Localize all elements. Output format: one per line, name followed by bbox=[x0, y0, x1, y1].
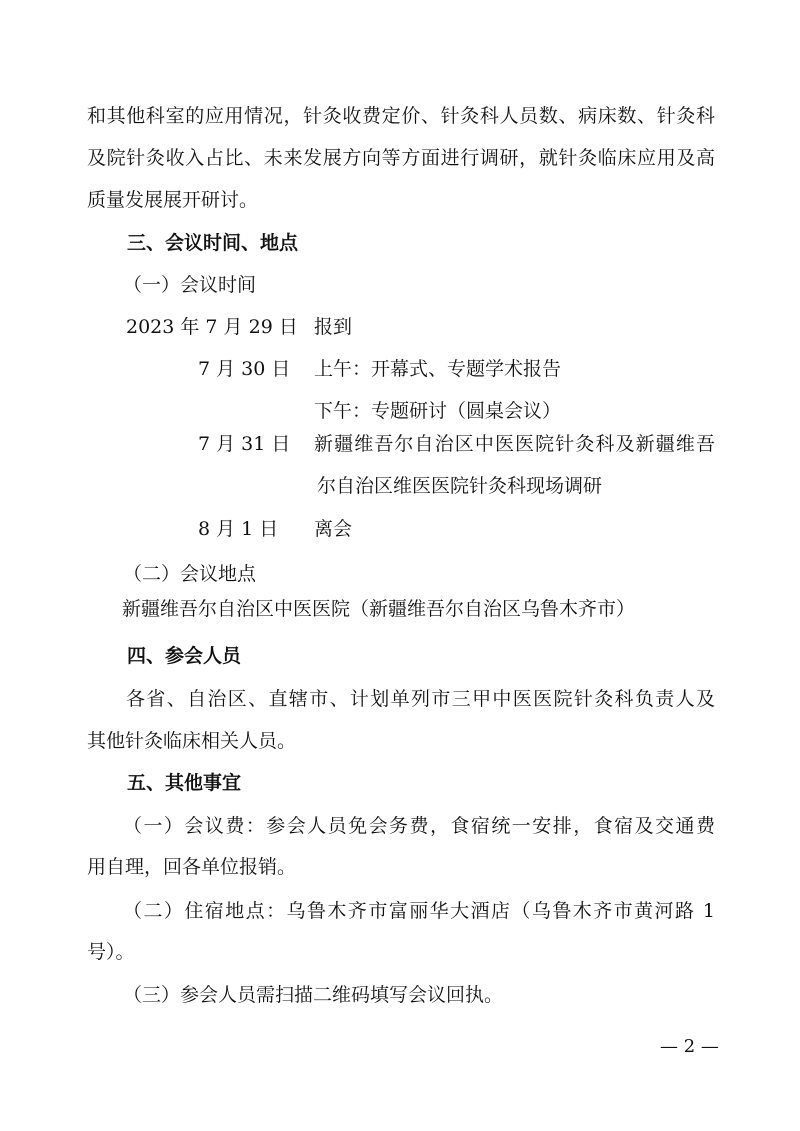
schedule-item: 离会 bbox=[314, 518, 353, 540]
section-heading-other-matters: 五、其他事宜 bbox=[127, 772, 242, 794]
schedule-item: 尔自治区维医医院针灸科现场调研 bbox=[317, 475, 603, 497]
body-text-line: 质量发展展开研讨。 bbox=[87, 189, 259, 211]
page-number: — 2 — bbox=[660, 1036, 719, 1057]
schedule-date: 7 月 31 日 bbox=[198, 433, 291, 455]
schedule-item: 报到 bbox=[314, 316, 353, 338]
body-text-line: 用自理，回各单位报销。 bbox=[87, 856, 297, 878]
schedule-date: 2023 年 7 月 29 日 bbox=[126, 316, 298, 338]
subsection-title-meeting-place: （二）会议地点 bbox=[123, 563, 257, 585]
schedule-item: 新疆维吾尔自治区中医医院针灸科及新疆维吾 bbox=[314, 433, 715, 455]
subsection-title-meeting-time: （一）会议时间 bbox=[123, 274, 257, 296]
schedule-item: 下午：专题研讨（圆桌会议） bbox=[314, 400, 562, 422]
section-heading-time-place: 三、会议时间、地点 bbox=[127, 232, 299, 254]
body-text-line: 号）。 bbox=[87, 941, 135, 963]
schedule-item: 上午：开幕式、专题学术报告 bbox=[314, 358, 562, 380]
body-text-line: 及院针灸收入占比、未来发展方向等方面进行调研，就针灸临床应用及高 bbox=[87, 147, 715, 169]
schedule-date: 8 月 1 日 bbox=[198, 518, 279, 540]
section-heading-participants: 四、参会人员 bbox=[127, 645, 242, 667]
body-text-line: （二）住宿地点：乌鲁木齐市富丽华大酒店（乌鲁木齐市黄河路 1 bbox=[123, 900, 715, 922]
body-text-line: （三）参会人员需扫描二维码填写会议回执。 bbox=[123, 984, 504, 1006]
body-text-line: （一）会议费：参会人员免会务费，食宿统一安排，食宿及交通费 bbox=[123, 815, 715, 837]
body-text-line: 和其他科室的应用情况，针灸收费定价、针灸科人员数、病床数、针灸科 bbox=[87, 105, 715, 127]
meeting-location: 新疆维吾尔自治区中医医院（新疆维吾尔自治区乌鲁木齐市） bbox=[122, 598, 636, 620]
body-text-line: 各省、自治区、直辖市、计划单列市三甲中医医院针灸科负责人及 bbox=[126, 688, 715, 710]
body-text-line: 其他针灸临床相关人员。 bbox=[87, 730, 297, 752]
schedule-date: 7 月 30 日 bbox=[198, 358, 291, 380]
